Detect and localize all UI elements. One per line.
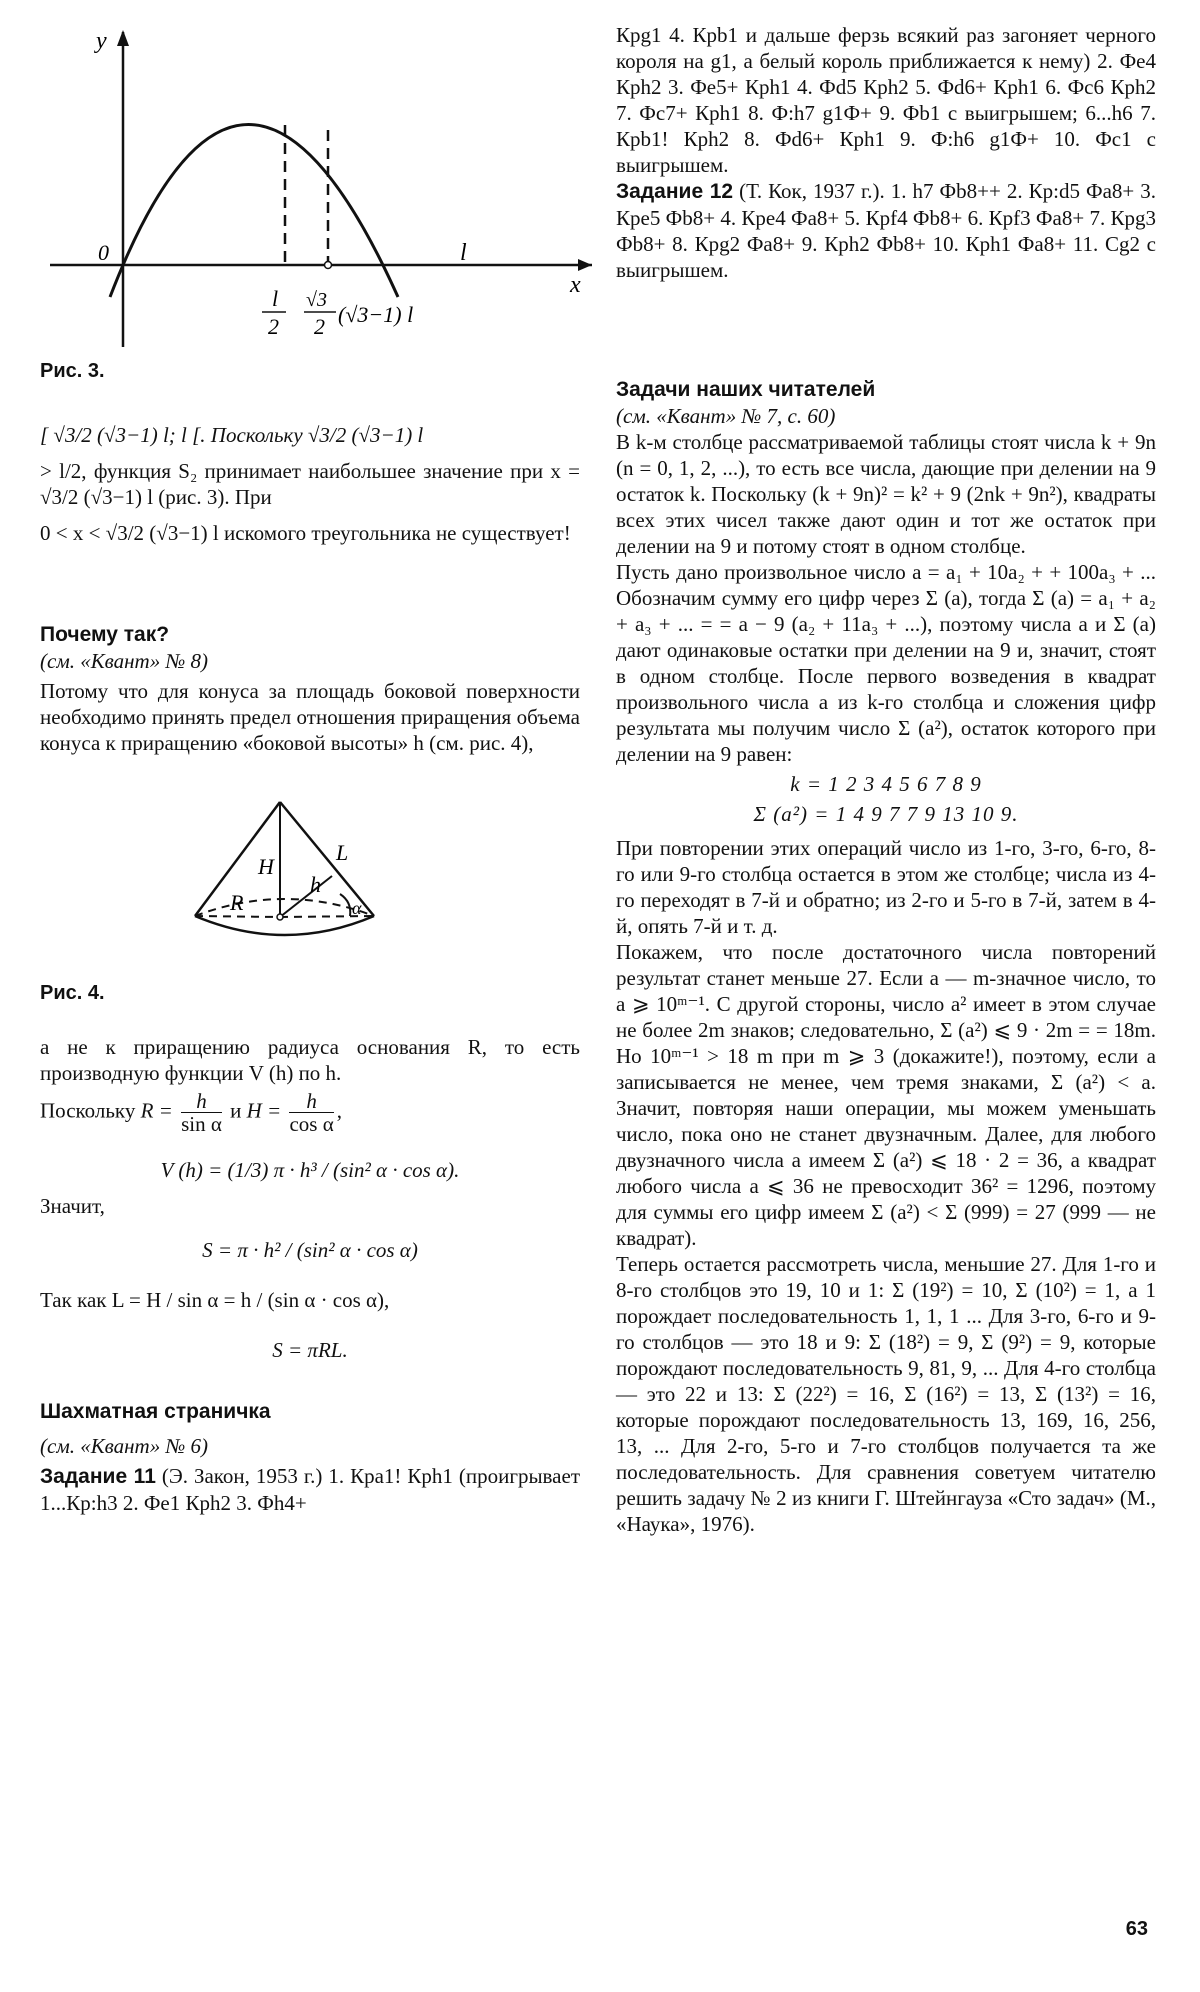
tak-kak: Так как L = H / sin α = h / (sin α · cos α),	[40, 1288, 390, 1312]
why-text: Потому что для конуса за площадь боковой поверхности необходимо принять предел отношения приращения объема конуса к приращению «боковой высоты» h (см. рис. 4),	[40, 679, 580, 755]
H-fraction	[289, 1090, 333, 1135]
H-fraction-den: cos α	[289, 1112, 334, 1136]
readers-p5: Теперь остается рассмотреть числа, меньшие 27. Для 1-го и 8-го столбцов это 19, 10 и 1: Σ (19²) = 10, Σ (10²) = 1, а 1 порождает последовательность 1, 1, 1 ... Для 3-го, 6-го и 9-го столбцов — это 18 и 9: Σ (18²) = 9, Σ (9²) = 9, которые порождают последовательность 9, 81, 9, ... Для 4-го столбца — это 22 и 13: Σ (22²) = 16, Σ (16²) = 13, Σ (13²) = 16, которые порождают последовательность 13, 169, 16, 256, 13, ... Для 2-го, 5-го и 7-го столбцов получается та же последовательность. Для сравнения советуем читателю решить задачу № 2 из книги Г. Штейнгауза «Сто задач» (М., «Наука», 1976).	[616, 1252, 1156, 1536]
task12-head: Задание 12	[616, 180, 734, 203]
max-tail: (√3−1) l	[338, 302, 414, 327]
R-fraction-den: sin α	[181, 1112, 222, 1136]
interval-text: [ √3/2 (√3−1) l; l [. Поскольку √3/2 (√3−1) l	[40, 423, 424, 447]
and-word: и	[230, 1098, 242, 1123]
R-fraction	[181, 1090, 222, 1135]
x-axis-arrow-icon	[578, 259, 592, 271]
V-equation: V (h) = (1/3) π · h³ / (sin² α · cos α).	[160, 1158, 460, 1182]
max-point	[325, 262, 332, 269]
task12	[616, 178, 1156, 283]
l-label: l	[460, 240, 467, 266]
left-column	[40, 22, 580, 1516]
S-final: S = πRL.	[272, 1338, 348, 1362]
label-L: L	[336, 840, 349, 865]
figure-3-parabola	[40, 22, 600, 352]
readers-p4: Покажем, что после достаточного числа повторений результат станет меньше 27. Если a — m-значное число, то a ⩾ 10ᵐ⁻¹. С другой стороны, число a² имеет в этом случае не более 2m знаков; следовательно, Σ (a²) ⩽ 9 · 2m = = 18m. Но 10ᵐ⁻¹ > 18 m при m ⩾ 3 (докажите!), поэтому, если a записывается не менее, чем тремя знаками, Σ (a²) < a. Значит, повторяя наши операции, мы можем уменьшать число, пока оно не станет двузначным. Далее, для любого двузначного числа a имеем Σ (a²) ⩽ 18 · 2 = 36, а квадрат любого числа a ⩽ 36 не превосходит 36² = 1296, поэтому для суммы его цифр имеем Σ (a²) < Σ (999) = 27 (999 — не квадрат).	[616, 940, 1156, 1250]
znachit: Значит,	[40, 1194, 105, 1218]
chess-continuation: Крg1 4. Крb1 и дальше ферзь всякий раз загоняет черного короля на g1, а белый король приближается к нему) 2. Фе4 Крh2 3. Фе5+ Крh1 4. Фd5 Крh2 5. Фd6+ Крh1 6. Фс6 Крh2 7. Фс7+ Крh1 8. Ф:h7 g1Ф+ 9. Фb1 с выигрышем; 6...h6 7. Крb1! Крh2 8. Фd6+ Крh1 9. Ф:h6 g1Ф+ 10. Фс1 с выигрышем.	[616, 23, 1156, 177]
angle-arc	[340, 894, 350, 916]
readers-p2: Пусть дано произвольное число a = a₁ + 10a₂ + + 100a₃ + ... Обозначим сумму его цифр через Σ (a), тогда Σ (a) = a₁ + a₂ + a₃ + ... = = a − 9 (a₂ + 11a₃ + ...), поэтому числа a и Σ (a) дают одинаковые остатки при делении на 9 и, значит, стоят в одном столбце. После первого возведения в квадрат произвольного числа a из k-го столбца и сложения цифр результата мы получим число Σ (a²), остаток которого при делении на 9 равен:	[616, 560, 1156, 766]
figure-4-cone	[40, 774, 580, 974]
R-eq: R =	[140, 1098, 173, 1123]
max-den: 2	[314, 314, 325, 339]
page-number: 63	[1125, 1918, 1148, 1940]
H-fraction-num: h	[289, 1090, 333, 1113]
sequence-sigma: Σ (a²) = 1 4 9 7 7 9 13 10 9.	[753, 802, 1019, 826]
readers-ref: (см. «Квант» № 7, с. 60)	[616, 404, 836, 428]
y-axis-arrow-icon	[117, 30, 129, 46]
label-alpha: α	[352, 898, 362, 918]
task11	[40, 1463, 580, 1516]
R-fraction-num: h	[181, 1090, 222, 1113]
origin-label: 0	[98, 240, 109, 265]
label-R: R	[230, 890, 244, 915]
max-num: √3	[306, 289, 327, 311]
chess-title: Шахматная страничка	[40, 1400, 271, 1423]
poskolku-word: Поскольку	[40, 1098, 136, 1123]
readers-title: Задачи наших читателей	[616, 378, 876, 401]
label-h: h	[310, 872, 321, 897]
axis-x-label: x	[570, 272, 581, 298]
task11-text: (Э. Закон, 1953 г.) 1. Кра1! Крh1 (проигрывает 1...Кр:h3 2. Фе1 Крh2 3. Фh4+	[40, 1464, 581, 1515]
chess-ref: (см. «Квант» № 6)	[40, 1434, 209, 1458]
no-triangle-text: 0 < x < √3/2 (√3−1) l искомого треугольника не существует!	[40, 521, 571, 545]
cone-radius	[195, 916, 280, 917]
sequence-k: k = 1 2 3 4 5 6 7 8 9	[790, 772, 982, 796]
readers-p3: При повторении этих операций число из 1-го, 3-го, 6-го, 8-го или 9-го столбца остается в этом же столбце; числа из 4-го переходят в 7-й и обратно; из 2-го и 5-го в 7-й, затем в 4-й, опять 7-й и т. д.	[616, 836, 1156, 938]
right-column	[616, 22, 1156, 1537]
after-fig4-text: а не к приращению радиуса основания R, то есть производную функции V (h) по h.	[40, 1035, 580, 1085]
half-den: 2	[268, 314, 279, 339]
why-title: Почему так?	[40, 623, 170, 646]
H-eq: H =	[246, 1098, 282, 1123]
cone-base-front	[195, 916, 374, 935]
figure-3-caption: Рис. 3.	[40, 360, 105, 382]
axis-y-label: y	[96, 28, 107, 54]
task12-text: (Т. Кок, 1937 г.). 1. h7 Фb8++ 2. Кр:d5 Фа8+ 3. Кре5 Фb8+ 4. Кре4 Фа8+ 5. Крf4 Фb8+ 6. Крf3 Фа8+ 7. Крg3 Фb8+ 8. Крg2 Фа8+ 9. Крh2 Фb8+ 10. Крh1 Фа8+ 11. Сg2 с выигрышем.	[616, 179, 1156, 282]
half-num: l	[272, 286, 279, 311]
figure-4-caption: Рис. 4.	[40, 982, 105, 1004]
label-H: H	[258, 854, 274, 879]
parabola-curve	[110, 125, 398, 298]
cone-center	[277, 914, 283, 920]
R-H-line: Поскольку R = $\frac{h}{\text{sin α}}$ и H = $\frac{h}{\text{cos α}}$ ,	[40, 1089, 342, 1136]
task11-head: Задание 11	[40, 1465, 156, 1488]
readers-p1: В k-м столбце рассматриваемой таблицы стоят числа k + 9n (n = 0, 1, 2, ...), то есть все числа, дающие при делении на 9 остаток k. Поскольку (k + 9n)² = k² + 9 (2nk + 9n²), квадраты всех этих чисел также дают один и тот же остаток при делении на 9 и потому стоят в одном столбце.	[616, 430, 1156, 558]
why-ref: (см. «Квант» № 8)	[40, 649, 209, 673]
S-equation: S = π · h² / (sin² α · cos α)	[202, 1238, 418, 1262]
max-value-text: > l/2, функция S₂ принимает наибольшее значение при x = √3/2 (√3−1) l (рис. 3). При	[40, 459, 580, 509]
cone-slant-h	[280, 876, 332, 917]
